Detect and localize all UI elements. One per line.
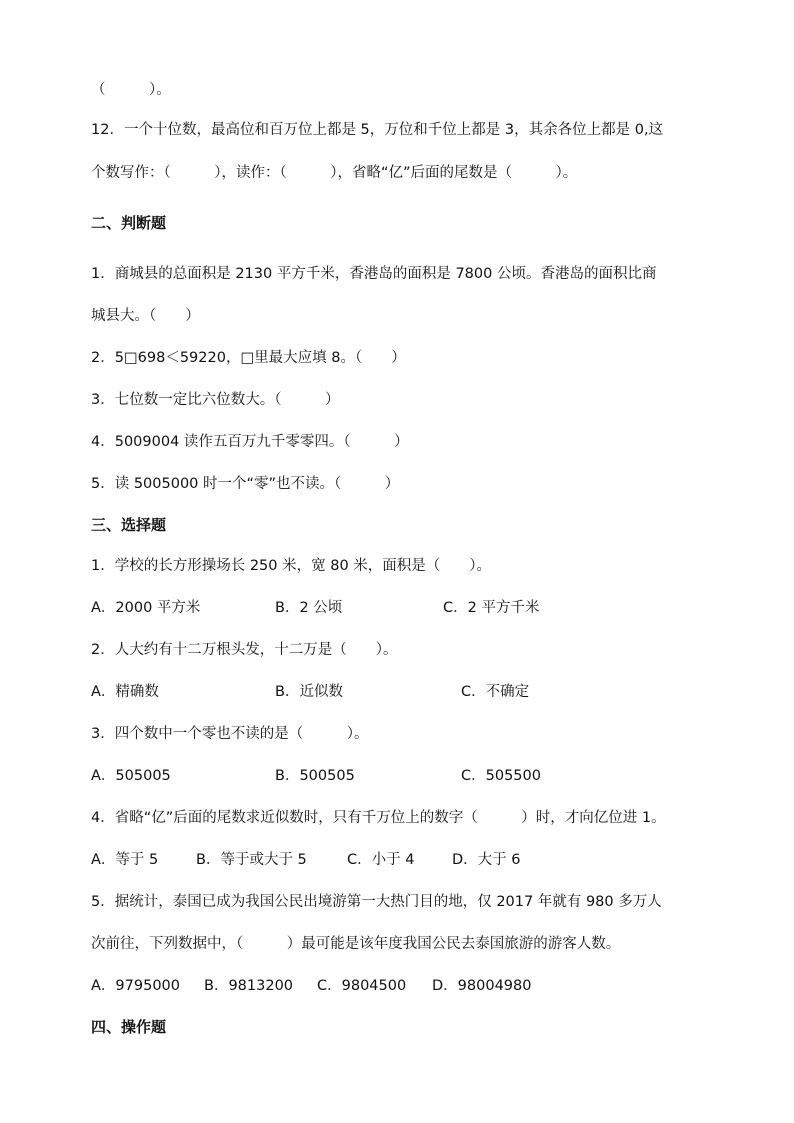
choice-question-3-options — [91, 766, 541, 786]
option-b: B．2 公顷 — [275, 600, 343, 616]
choice-question-3: 3．四个数中一个零也不读的是（ ）。 — [91, 726, 369, 742]
judgement-question-2: 2．5□698＜59220，□里最大应填 8。（ ） — [91, 350, 406, 366]
option-a: A．9795000 — [91, 978, 180, 994]
choice-question-5-options — [91, 976, 531, 996]
option-b: B．500505 — [275, 768, 355, 784]
option-a: A．精确数 — [91, 684, 159, 700]
section-heading-judgement: 二、判断题 — [91, 214, 167, 232]
option-b: B．近似数 — [275, 684, 343, 700]
choice-question-4: 4．省略“亿”后面的尾数求近似数时，只有千万位上的数字（ ）时，才向亿位进 1。 — [91, 810, 666, 826]
option-c: C．2 平方千米 — [443, 600, 540, 616]
answer-blank-line: （ ）。 — [91, 82, 171, 98]
choice-question-5-line-1: 5．据统计，泰国已成为我国公民出境游第一大热门目的地，仅 2017 年就有 980 多万人 — [91, 894, 662, 910]
option-d: D．98004980 — [432, 978, 532, 994]
option-b: B．等于或大于 5 — [196, 852, 307, 868]
option-a: A．505005 — [91, 768, 171, 784]
judgement-question-1-line-2: 城县大。（ ） — [91, 308, 200, 324]
choice-question-1-options — [91, 598, 539, 618]
judgement-question-3: 3．七位数一定比六位数大。（ ） — [91, 392, 340, 408]
option-a: A．2000 平方米 — [91, 600, 201, 616]
option-c: C．505500 — [461, 768, 541, 784]
option-c: C．小于 4 — [347, 852, 415, 868]
option-c: C．不确定 — [461, 684, 530, 700]
choice-question-2-options — [91, 682, 529, 702]
question-12-line-2: 个数写作：（ ），读作：（ ），省略“亿”后面的尾数是（ ）。 — [91, 165, 578, 181]
choice-question-2: 2．人大约有十二万根头发，十二万是（ ）。 — [91, 642, 398, 658]
choice-question-4-options — [91, 850, 521, 870]
section-heading-choice: 三、选择题 — [91, 516, 167, 534]
question-12-line-1: 12．一个十位数，最高位和百万位上都是 5，万位和千位上都是 3，其余各位上都是 0,这 — [91, 122, 664, 138]
judgement-question-5: 5．读 5005000 时一个“零”也不读。（ ） — [91, 476, 400, 492]
option-c: C．9804500 — [317, 978, 407, 994]
choice-question-1: 1．学校的长方形操场长 250 米，宽 80 米，面积是（ ）。 — [91, 558, 492, 574]
option-b: B．9813200 — [204, 978, 294, 994]
section-heading-operation: 四、操作题 — [91, 1018, 167, 1036]
judgement-question-4: 4．5009004 读作五百万九千零零四。（ ） — [91, 434, 409, 450]
option-d: D．大于 6 — [452, 852, 521, 868]
judgement-question-1-line-1: 1．商城县的总面积是 2130 平方千米，香港岛的面积是 7800 公顷。香港岛的面积比商 — [91, 266, 657, 282]
choice-question-5-line-2: 次前往，下列数据中，（ ）最可能是该年度我国公民去泰国旅游的游客人数。 — [91, 936, 621, 952]
option-a: A．等于 5 — [91, 852, 159, 868]
